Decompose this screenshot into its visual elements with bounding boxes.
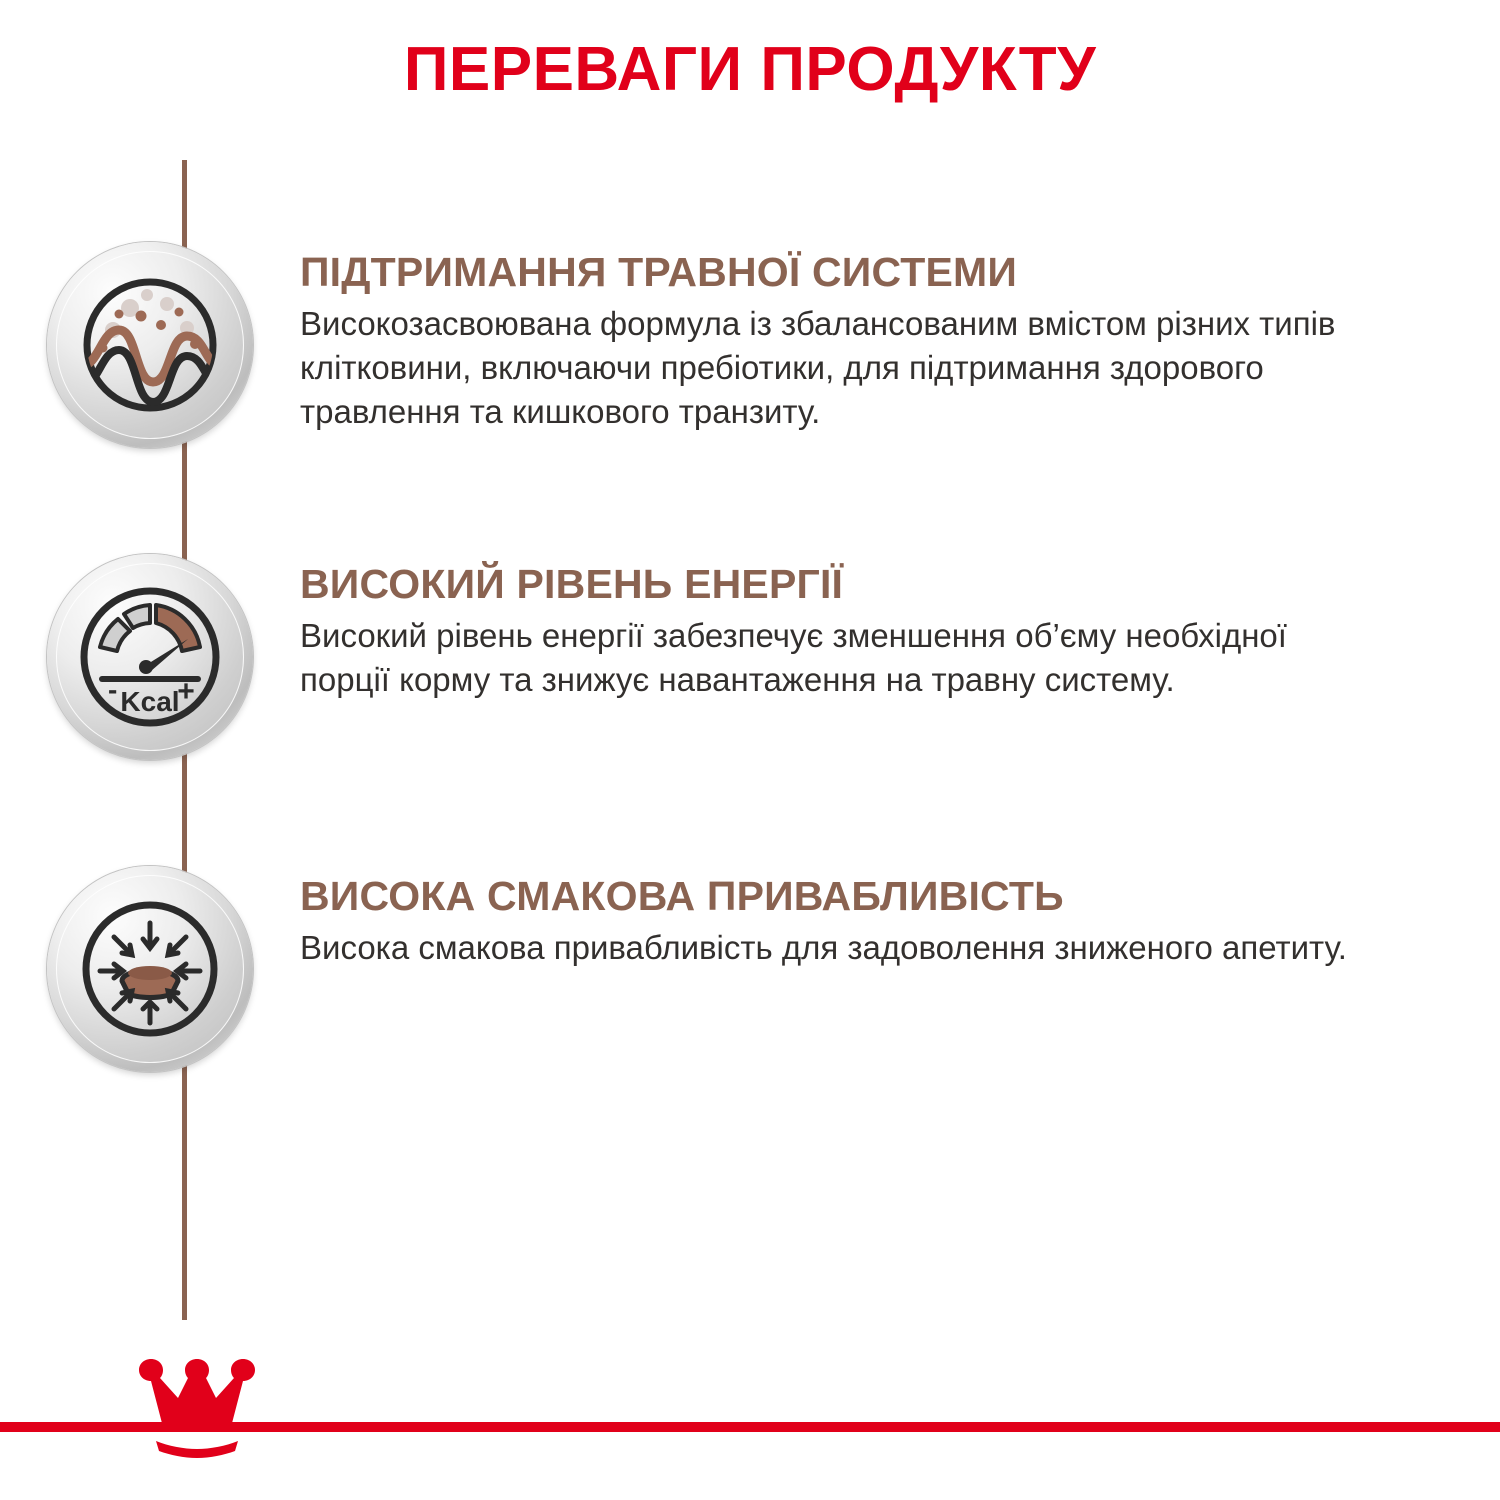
energy-gauge-kcal-icon bbox=[47, 554, 253, 760]
benefit-description: Висока смакова привабливість для задоволення зниженого апетиту. bbox=[300, 928, 1347, 966]
benefit-text bbox=[300, 232, 1500, 435]
list-item bbox=[0, 232, 1500, 448]
benefit-title: ВИСОКА СМАКОВА ПРИВАБЛИВІСТЬ bbox=[300, 873, 1064, 919]
benefits-list bbox=[0, 232, 1500, 1168]
benefit-text bbox=[300, 856, 1500, 970]
benefit-title: ПІДТРИМАННЯ ТРАВНОЇ СИСТЕМИ bbox=[300, 249, 1018, 295]
benefit-description: Високий рівень енергії забезпечує зменшення об’єму необхідної порції корму та знижує навантаження на травну систему. bbox=[300, 616, 1287, 699]
gauge-kcal-label: Kcal bbox=[120, 686, 180, 717]
benefit-title: ВИСОКИЙ РІВЕНЬ ЕНЕРГІЇ bbox=[300, 561, 844, 607]
page-title: ПЕРЕВАГИ ПРОДУКТУ bbox=[403, 35, 1097, 104]
benefit-description: Високозасвоювана формула із збалансованим вмістом різних типів клітковини, включаючи пребіотики, для підтримання здорового травлення та кишкового транзиту. bbox=[300, 304, 1336, 431]
digestive-health-glyph bbox=[75, 270, 225, 420]
gauge-plus-label: + bbox=[177, 675, 195, 708]
gauge-minus-label: - bbox=[108, 674, 118, 705]
royal-canin-crown-logo bbox=[104, 1355, 290, 1465]
benefit-icon-wrap bbox=[0, 544, 300, 760]
benefit-icon-wrap bbox=[0, 856, 300, 1072]
digestive-health-icon bbox=[47, 242, 253, 448]
benefit-text bbox=[300, 544, 1500, 702]
benefit-icon-wrap bbox=[0, 232, 300, 448]
list-item bbox=[0, 856, 1500, 1072]
energy-gauge-glyph bbox=[72, 579, 228, 735]
palatability-bowl-icon bbox=[47, 866, 253, 1072]
list-item bbox=[0, 544, 1500, 760]
palatability-glyph bbox=[74, 893, 226, 1045]
